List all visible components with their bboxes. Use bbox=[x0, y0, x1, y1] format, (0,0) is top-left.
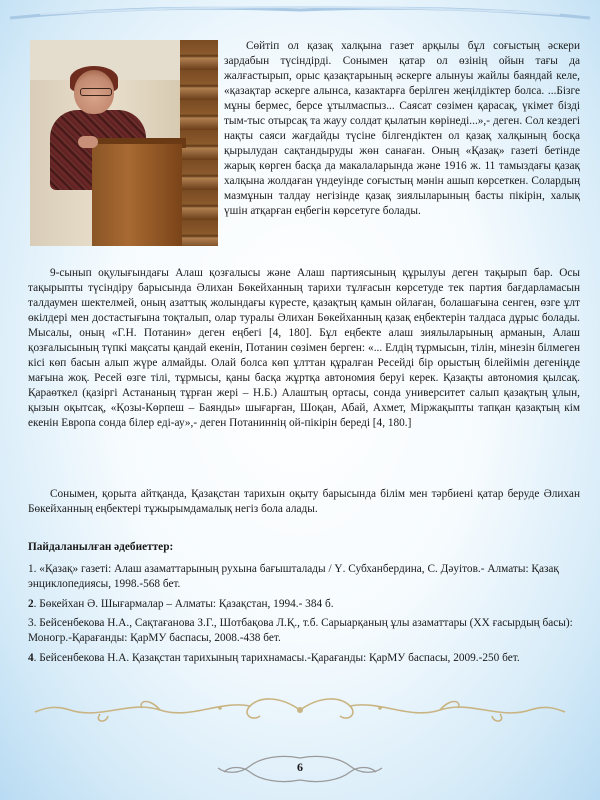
top-border-ornament bbox=[0, 0, 600, 30]
reference-item: 2. Бөкейхан Ә. Шығармалар – Алматы: Қазақстан, 1994.- 384 б. bbox=[28, 598, 334, 610]
main-paragraph: 9-сынып оқулығындағы Алаш қозғалысы және Алаш партиясының құрылуы деген тақырып бар. Осы тақырыпты түсіндіру барысында Әлихан Бөкейханның тарихи тұлғасын көрсетуде тек партия бағдарламасын талдаумен шектелмей, оның азаттық жолындағы күресте, қазақтың қамын ойлаған, болашағына сенген, өзге ұлт өкілдері мен достастығына тоқталып, олар туралы Әлихан Бөкейханның қазақ еңбектерін талдаса дұрыс болады. Мысалы, оның «Г.Н. Потанин» деген еңбегі [4, 180]. Бұл еңбекте алаш зиялыларының арманын, Алаш қозғалысының түпкі мақсаты қандай екенін, Потанин сөзімен берген: «... Елдің тұрмысын, тілін, мінезін білмеген кісі көп басын алып жүре алмайды. Олай болса көп ұлттан құралған Ресейді бір орыстың білейімін дегеніңде мағына жоқ. Ресей өзге тілі, тұрмысы, қаны басқа жұртқа автономия беруі керек. Қазақты автономия қылсақ. Қараөткел (қазіргі Астананың тұрған жері – Н.Б.) Алаштың ортасы, сонда университет салып қазақтың ұлын, қызын оқытсақ, «Қозы-Көрпеш – Баянды» шығарған, Шоқан, Абай, Ахмет, Міржақыпты тапқан қазақтың кім екенін Европа сонда білер еді-ау»,- деген Потаниннің ой-пікірін береді [4, 180.] bbox=[28, 267, 580, 429]
page-number: 6 bbox=[297, 760, 303, 774]
intro-paragraph: Сөйтіп ол қазақ халқына газет арқылы бұл соғыстың әскери зардабын түсіндірді. Сонымен қатар ол өзінің ойын тағы да жалғастырып, орыс қазақтарының әскерге алынуы жайлы баяндай келе, «қазақтар әскерге алынса, казактарға берілген жеңілдіктер болса. ...Бізге мұны бермес, берсе ұтылмаспыз... Саясат сөзімен қарасақ, үкімет бізді тым-тыс отырсақ та жауу солдат қылатын көрінеді...»,- деген. Сол кездегі нақты саяси жағдайды түсіне білгендіктен ол қазақ халқының босқа қырылудан сақтандыруды жөн санаған. Оның «Қазақ» газеті бетінде жарық көрген басқа да макалаларында және 1916 ж. 11 тамыздағы қазақ халқына жолдаған үндеуінде соғыстың мәнін ашып көрсеткен. Солардың мазмұнын талдау негізінде қазақ зиялыларының басты пікірін, халық үшін атқарған еңбегін көрсетуге болады. bbox=[224, 40, 580, 217]
bottom-ornament-divider bbox=[20, 690, 580, 730]
reference-item: 3. Бейсенбекова Н.А., Сақтағанова З.Г., Шотбақова Л.Қ., т.б. Сарыарқаның ұлы азаматтары (ХХ ғасырдың басы): Моногр.-Қарағанды: ҚарМУ баспасы, 2008.-438 бет. bbox=[28, 617, 573, 644]
speaker-photo bbox=[30, 40, 218, 246]
references-title: Пайдаланылған әдебиеттер: bbox=[28, 541, 174, 553]
reference-item: 4. Бейсенбекова Н.А. Қазақстан тарихының тарихнамасы.-Қарағанды: ҚарМУ баспасы, 2009.-250 бет. bbox=[28, 652, 520, 664]
reference-item: 1. «Қазақ» газеті: Алаш азаматтарының рухына бағышталады / Ү. Субханбердина, С. Дәуітов.- Алматы: Қазақ энциклопедиясы, 1998.-568 бет. bbox=[28, 563, 559, 590]
conclusion-paragraph: Сонымен, қорыта айтқанда, Қазақстан тарихын оқыту барысында білім мен тәрбиені қатар беруде Әлихан Бөкейханның еңбектері тұжырымдамалық негіз бола алады. bbox=[28, 488, 580, 515]
